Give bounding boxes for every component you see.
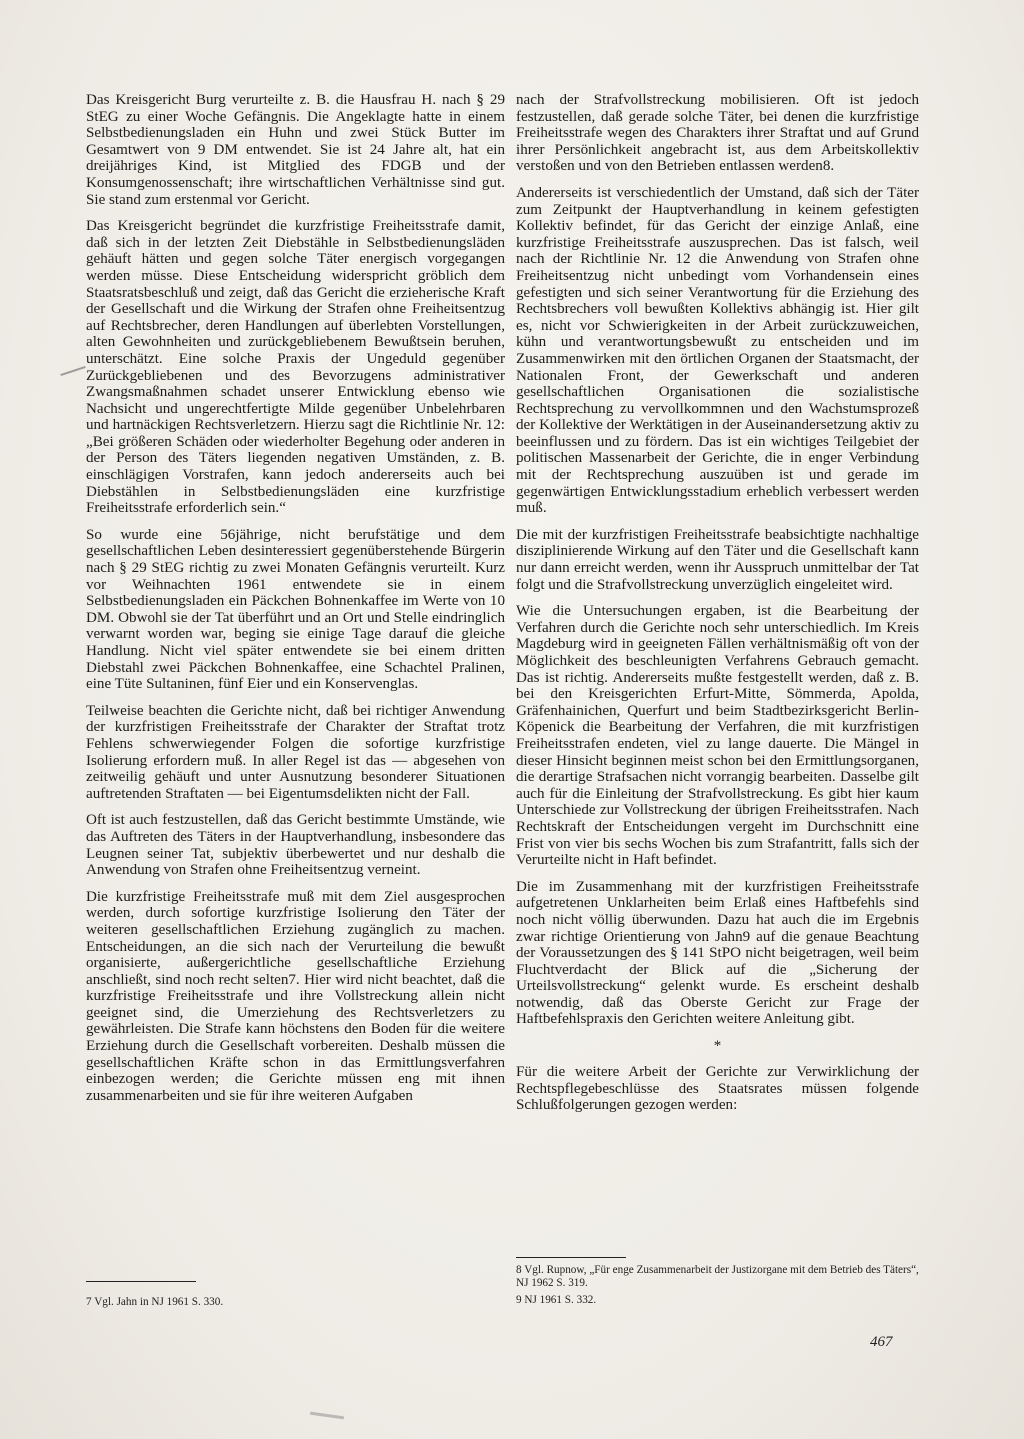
paragraph: Das Kreisgericht Burg verurteilte z. B. die Hausfrau H. nach § 29 StEG zu einer Woche Gefängnis. Die Angeklagte hatte in einem Selbstbedienungsladen ein Huhn und zwei Stück Butter im Gesamtwert von 9 DM entwendet. Sie ist 24 Jahre alt, hat ein dreijähriges Kind, ist Mitglied des FDGB und der Konsumgenossenschaft; ihre wirtschaftlichen Verhältnisse sind gut. Sie stand zum erstenmal vor Gericht. bbox=[86, 92, 505, 208]
paragraph: Wie die Untersuchungen ergaben, ist die Bearbeitung der Verfahren durch die Gerichte noch sehr unterschiedlich. Im Kreis Magdeburg wird in geeigneten Fällen verhältnismäßig oft von der Möglichkeit des beschleunigten Verfahrens Gebrauch gemacht. Das ist richtig. Andererseits mußte festgestellt werden, daß z. B. bei den Kreisgerichten Erfurt-Mitte, Sömmerda, Apolda, Gräfenhainichen, Querfurt und beim Stadtbezirksgericht Berlin-Köpenick die Bearbeitung der Verfahren, die mit kurzfristigen Freiheitsstrafen endeten, viel zu lange dauerte. Die Mängel in dieser Hinsicht beginnen meist schon bei den Ermittlungsorganen, die derartige Strafsachen nicht vorrangig bearbeiten. Dasselbe gilt auch für die Einleitung der Strafvollstreckung. Es gibt hier kaum Unterschiede zur Vollstreckung der übrigen Freiheitsstrafen. Nach Rechtskraft der Entscheidungen vergeht im Durchschnitt eine Frist von vier bis sechs Wochen bis zum Strafantritt, falls sich der Verurteilte nicht in Haft befindet. bbox=[516, 603, 919, 869]
scan-artifact bbox=[60, 366, 85, 376]
paragraph: Das Kreisgericht begründet die kurzfristige Freiheitsstrafe damit, daß sich in der letzten Zeit Diebstähle in Selbstbedienungsläden gehäuft hätten und gegen solche Täter energisch vorgegangen werden müsse. Diese Entscheidung widerspricht gröblich dem Staatsratsbeschluß und zeigt, daß das Gericht die erzieherische Kraft der Gesellschaft und die Wirkung der Strafen ohne Freiheitsentzug auf Rechtsbrecher, deren Handlungen auf überlebten Vorstellungen, alten Gewohnheiten und zurückgebliebenem Bewußtsein beruhen, unterschätzt. Eine solche Praxis der Ungeduld gegenüber Zurückgebliebenen und des Bevorzugens administrativer Zwangsmaßnahmen schadet unserer Entwicklung ebenso wie Nachsicht und ungerechtfertigte Milde gegenüber Unbelehrbaren und hartnäckigen Rechtsverletzern. Hierzu sagt die Richtlinie Nr. 12: „Bei größeren Schäden oder wiederholter Begehung oder anderen in der Person des Täters liegenden negativen Umständen, z. B. einschlägigen Vorstrafen, kann jedoch andererseits auch bei Diebstählen in Selbstbedienungsläden eine kurzfristige Freiheitsstrafe erforderlich sein.“ bbox=[86, 218, 505, 517]
page-number: 467 bbox=[870, 1334, 893, 1350]
footnotes-right bbox=[516, 1264, 919, 1311]
closing-paragraph: Für die weitere Arbeit der Gerichte zur Verwirklichung der Rechtspflegebeschlüsse des Staatsrates müssen folgende Schlußfolgerungen gezogen werden: bbox=[516, 1064, 919, 1114]
left-column bbox=[86, 92, 505, 1114]
paragraph: Teilweise beachten die Gerichte nicht, daß bei richtiger Anwendung der kurzfristigen Freiheitsstrafe der Charakter der Straftat trotz Fehlens schwerwiegender Folgen die sofortige kurzfristige Isolierung erfordern muß. In aller Regel ist das — abgesehen von zeitweilig gehäuft und unter Ausnutzung besonderer Situationen auftretenden Straftaten — bei Eigentumsdelikten nicht der Fall. bbox=[86, 702, 505, 802]
paragraph: So wurde eine 56jährige, nicht berufstätige und dem gesellschaftlichen Leben desinteressiert gegenüberstehende Bürgerin nach § 29 StEG richtig zu zwei Monaten Gefängnis verurteilt. Kurz vor Weihnachten 1961 entwendete sie in einem Selbstbedienungsladen ein Päckchen Bohnenkaffee im Werte von 10 DM. Obwohl sie der Tat überführt und an Ort und Stelle eindringlich verwarnt worden war, beging sie einige Tage darauf die gleiche Handlung. Nicht viel später entwendete sie bei einem dritten Diebstahl zwei Päckchen Bohnenkaffee, eine Schachtel Pralinen, eine Tüte Sultaninen, fünf Eier und ein Konservenglas. bbox=[86, 526, 505, 693]
footnote: 9 NJ 1961 S. 332. bbox=[516, 1294, 597, 1306]
section-separator: * bbox=[713, 1038, 722, 1055]
footnote-rule bbox=[86, 1281, 196, 1282]
paragraph: Oft ist auch festzustellen, daß das Gericht bestimmte Umstände, wie das Auftreten des Täters in der Hauptverhandlung, insbesondere das Leugnen seiner Tat, subjektiv überbewertet und nur deshalb die Anwendung von Strafen ohne Freiheitsentzug verneint. bbox=[86, 812, 505, 879]
paragraph: Andererseits ist verschiedentlich der Umstand, daß sich der Täter zum Zeitpunkt der Hauptverhandlung in keinem gefestigten Kollektiv befindet, für das Gericht der einzige Anlaß, eine kurzfristige Freiheitsstrafe auszusprechen. Das ist falsch, weil nach der Richtlinie Nr. 12 die Anwendung von Strafen ohne Freiheitsentzug nicht unbedingt vom Vorhandensein eines gefestigten und sich seiner Verantwortung für die Erziehung des Rechtsbrechers voll bewußten Kollektivs abhängig ist. Hier gilt es, nicht vor Schwierigkeiten in der Arbeit zurückzuweichen, kühn und verantwortungsbewußt zu entscheiden und im Zusammenwirken mit den örtlichen Organen der Staatsmacht, der Nationalen Front, der Gewerkschaft und anderen gesellschaftlichen Organisationen die sozialistische Rechtsprechung zu vervollkommnen und den Wachstumsprozeß der Kollektive der Werktätigen in der Auseinandersetzung aktiv zu beeinflussen und zu fördern. Das ist ein wichtiges Teilgebiet der politischen Massenarbeit der Gerichte, die in enger Verbindung mit der Rechtsprechung auszuüben ist und gerade im gegenwärtigen Entwicklungsstadium erheblich verbessert werden muß. bbox=[516, 184, 919, 517]
paragraph: Die mit der kurzfristigen Freiheitsstrafe beabsichtigte nachhaltige disziplinierende Wirkung auf den Täter und die Gesellschaft kann nur dann erreicht werden, wenn ihr Ausspruch unmittelbar der Tat folgt und die Strafvollstreckung unverzüglich eingeleitet wird. bbox=[516, 526, 919, 593]
footnote: 8 Vgl. Rupnow, „Für enge Zusammenarbeit der Justizorgane mit dem Betrieb des Täters“, NJ 1962 S. 319. bbox=[516, 1264, 919, 1289]
scan-artifact bbox=[310, 1412, 344, 1420]
footnotes-left bbox=[86, 1296, 505, 1313]
paragraph: Die kurzfristige Freiheitsstrafe muß mit dem Ziel ausgesprochen werden, durch sofortige kurzfristige Isolierung den Täter der weiteren gesellschaftlichen Erziehung zugänglich zu machen. Entscheidungen, an die sich nach der Verurteilung die bewußt organisierte, außergerichtliche gesellschaftliche Erziehung anschließt, sind noch recht selten7. Hier wird nicht beachtet, daß die kurzfristige Freiheitsstrafe und ihre Vollstreckung allein nicht geeignet sind, die Umerziehung des Rechtsverletzers zu gewährleisten. Die Strafe kann höchstens den Boden für die weitere Erziehung durch die Gesellschaft vorbereiten. Deshalb müssen die gesellschaftlichen Kräfte schon in das Ermittlungsverfahren einbezogen werden; die Gerichte müssen eng mit ihnen zusammenarbeiten und sie für ihre weiteren Aufgaben bbox=[86, 888, 505, 1104]
paragraph: Die im Zusammenhang mit der kurzfristigen Freiheitsstrafe aufgetretenen Unklarheiten beim Erlaß eines Haftbefehls sind noch nicht völlig überwunden. Dazu hat auch die im Ergebnis zwar richtige Orientierung von Jahn9 auf die genaue Beachtung der Voraussetzungen des § 141 StPO nicht beigetragen, weil beim Fluchtverdacht der Blick auf die „Sicherung der Urteilsvollstreckung“ gelenkt wurde. Es erscheint deshalb notwendig, daß das Oberste Gericht zur Frage der Haftbefehlspraxis den Gerichten weitere Anleitung gibt. bbox=[516, 878, 919, 1028]
paragraph: nach der Strafvollstreckung mobilisieren. Oft ist jedoch festzustellen, daß gerade solche Täter, bei denen die kurzfristige Freiheitsstrafe wegen des Charakters ihrer Straftat und auf Grund ihrer Persönlichkeit angebracht ist, aus dem Arbeitskollektiv verstoßen und von den Betrieben entlassen werden8. bbox=[516, 92, 919, 175]
footnote-rule bbox=[516, 1257, 626, 1258]
right-column bbox=[516, 92, 919, 1124]
footnote: 7 Vgl. Jahn in NJ 1961 S. 330. bbox=[86, 1296, 224, 1308]
